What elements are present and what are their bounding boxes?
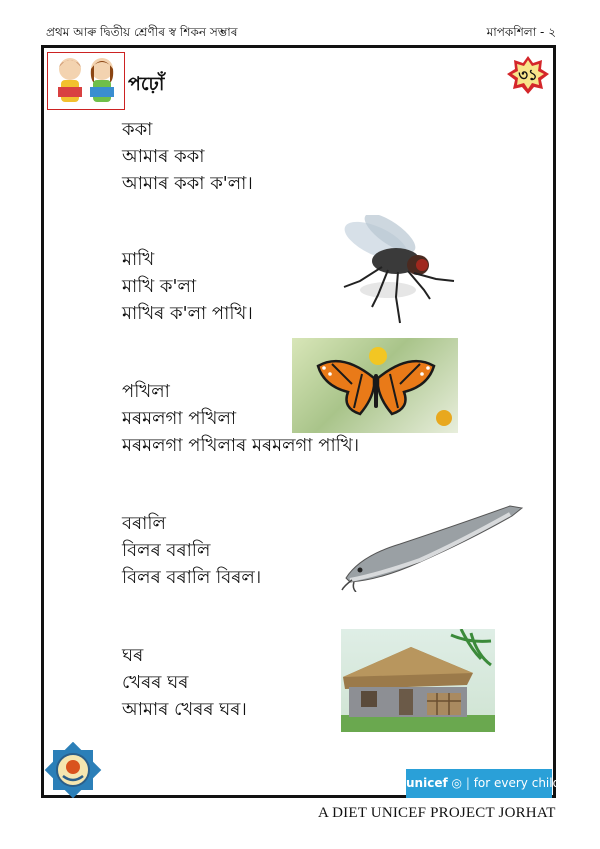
thatched-house-image [341,629,495,732]
page-number: ৩১ [518,66,538,84]
section-ghor [122,642,247,723]
line: আমাৰ ককা [122,146,205,167]
section-koka [122,116,253,197]
unicef-emblem-icon: ◎ [451,776,462,790]
children-reading-icon [47,52,125,110]
footer-project-name: A DIET UNICEF PROJECT JORHAT [318,805,556,821]
line: আমাৰ খেৰৰ ঘৰ। [122,699,247,720]
butterfly-image [292,338,458,433]
header-title: প্ৰথম আৰু দ্বিতীয় শ্ৰেণীৰ স্ব শিকন সম্ভাৰ [46,25,238,39]
line: বিলৰ বৰালি বিৰল। [122,567,262,588]
line: মৰমলগা পখিলাৰ মৰমলগা পাখি। [122,435,360,456]
page-title: পঢ়োঁ [128,73,165,95]
line: মাখি ক'লা [122,276,197,297]
diet-logo-icon [44,742,102,798]
line: মৰমলগা পখিলা [122,408,237,429]
line: মাখি [122,249,155,270]
section-makhi [122,246,253,327]
line: পখিলা [122,381,170,402]
header-worksheet-number: মাপকশিলা - ২ [486,25,556,39]
unicef-brand: unicef [406,776,448,790]
section-borali [122,510,261,591]
line: বৰালি [122,513,166,534]
page-number-badge [506,55,550,95]
catfish-image [340,500,524,592]
line: ককা [122,119,153,140]
line: মাখিৰ ক'লা পাখি। [122,303,253,324]
line: বিলৰ বৰালি [122,540,211,561]
unicef-banner [406,769,561,798]
line: ঘৰ [122,645,144,666]
line: আমাৰ ককা ক'লা। [122,173,253,194]
divider: | [465,776,470,790]
unicef-tagline: for every child [473,776,561,790]
fly-image [338,215,460,327]
line: খেৰৰ ঘৰ [122,672,189,693]
